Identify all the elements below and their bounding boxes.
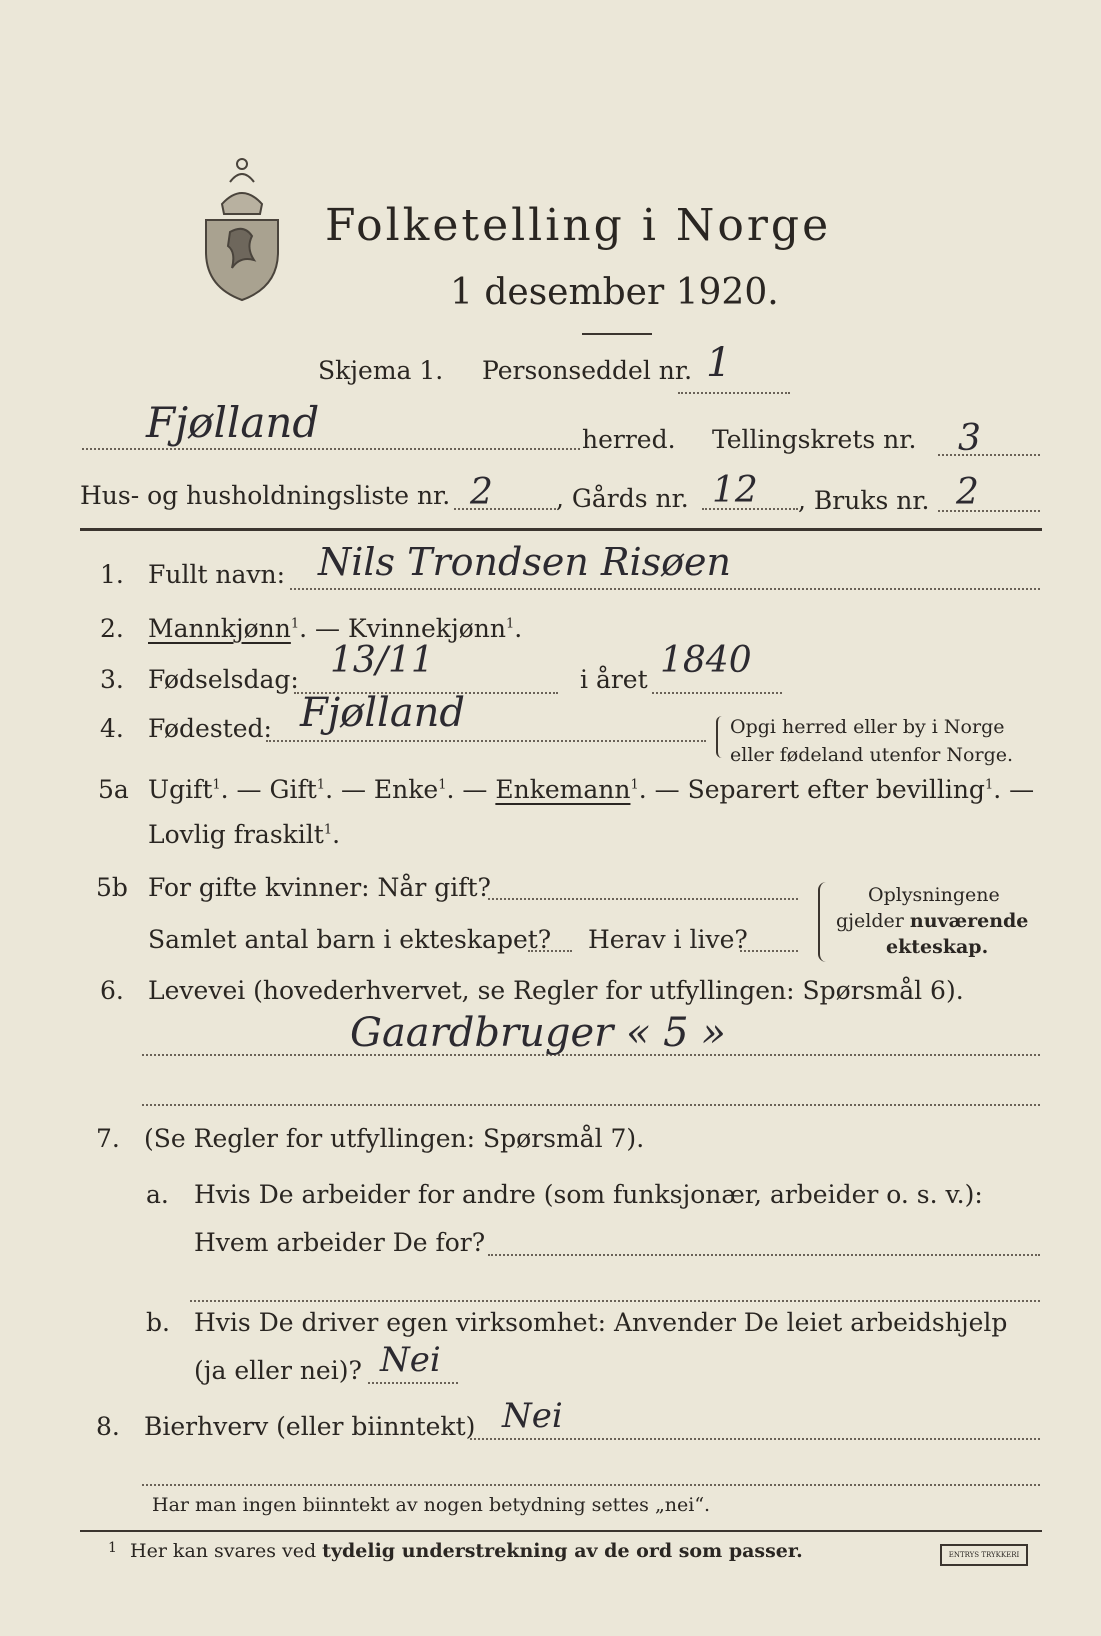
- q7b-line: [368, 1382, 458, 1384]
- q5b-note-line2b: nuværende: [909, 910, 1029, 932]
- q5a-enkemann-option[interactable]: Enkemann: [495, 775, 631, 804]
- q5b-children-label: Samlet antal barn i ekteskapet?: [148, 925, 552, 954]
- q1-label: Fullt navn:: [148, 560, 286, 589]
- q5b-alive-label: Herav i live?: [588, 925, 748, 954]
- q5a-dash: —: [228, 775, 270, 804]
- q4-note-line1: Opgi herred eller by i Norge: [730, 716, 1005, 738]
- q7b-letter: b.: [146, 1308, 170, 1337]
- q5a-separert-option[interactable]: Separert efter bevilling: [687, 775, 985, 804]
- q4-value[interactable]: Fjølland: [300, 690, 466, 736]
- q1-number: 1.: [100, 560, 124, 589]
- q7a-line1[interactable]: [488, 1254, 1040, 1256]
- q6-number: 6.: [100, 976, 124, 1005]
- skjema-label: Skjema 1.: [318, 356, 444, 385]
- header-rule: [80, 528, 1042, 531]
- q7b-label1: Hvis De driver egen virksomhet: Anvender De leiet arbeidshjelp: [194, 1308, 1008, 1337]
- q5a-dash: —: [646, 775, 688, 804]
- q5a-dash: —: [1001, 775, 1035, 804]
- personseddel-line: [678, 392, 790, 394]
- personseddel-label: Personseddel nr.: [482, 356, 693, 385]
- q2-female-footnote: 1: [505, 616, 515, 632]
- q2-end-dot: .: [514, 614, 523, 643]
- q4-number: 4.: [100, 714, 124, 743]
- q1-line: [290, 588, 1040, 590]
- q2-male-option[interactable]: Mannkjønn: [148, 614, 291, 643]
- q5b-note-line1: Oplysningene: [868, 884, 1000, 906]
- footnote-mark: 1: [108, 1540, 117, 1556]
- tellingskrets-value[interactable]: 3: [958, 418, 981, 459]
- printer-stamp: ENTRYS TRYKKERI: [940, 1544, 1028, 1566]
- q7-number: 7.: [96, 1124, 120, 1153]
- herred-line: [82, 448, 580, 450]
- q5a-dot: .: [446, 775, 455, 804]
- personseddel-value[interactable]: 1: [706, 340, 732, 386]
- footnote-text-b: tydelig understrekning av de ord som passer.: [322, 1540, 803, 1562]
- gards-label: , Gårds nr.: [556, 484, 689, 513]
- q1-value[interactable]: Nils Trondsen Risøen: [318, 540, 731, 584]
- footnote-text: [130, 1540, 803, 1562]
- bruks-value[interactable]: 2: [956, 472, 979, 513]
- q5b-number: 5b: [96, 873, 128, 902]
- q5b-when-married-line[interactable]: [488, 898, 798, 900]
- herred-value[interactable]: Fjølland: [146, 398, 320, 447]
- tellingskrets-label: Tellingskrets nr.: [712, 425, 917, 454]
- q3-year-label: i året: [580, 665, 648, 694]
- q7b-label2: (ja eller nei)?: [194, 1356, 362, 1385]
- q2-male-footnote: 1: [290, 616, 300, 632]
- q5b-note-line2: [836, 910, 1028, 932]
- q5a-options-line2: [148, 820, 340, 849]
- q6-label: Levevei (hovederhvervet, se Regler for utfyllingen: Spørsmål 6).: [148, 976, 964, 1005]
- q4-line: [266, 740, 706, 742]
- footnote-text-a: Her kan svares ved: [130, 1540, 323, 1562]
- footnote-rule: [80, 1530, 1042, 1532]
- q5a-dot: .: [993, 775, 1002, 804]
- q7a-line2[interactable]: [190, 1300, 1040, 1302]
- form-title: Folketelling i Norge: [325, 200, 832, 251]
- q5a-ugift-option[interactable]: Ugift: [148, 775, 213, 804]
- herred-label: herred.: [582, 425, 676, 454]
- q5a-footnote-mark: 1: [630, 777, 639, 793]
- q5b-note-line2a: gjelder: [836, 910, 910, 932]
- q5a-footnote-mark: 1: [984, 777, 994, 793]
- q3-year-line: [652, 692, 782, 694]
- q5a-lovlig-option[interactable]: Lovlig fraskilt: [148, 820, 324, 849]
- hus-label: Hus- og husholdningsliste nr.: [80, 481, 451, 510]
- q5a-dash: —: [454, 775, 496, 804]
- q5a-dash: —: [333, 775, 374, 804]
- q5a-footnote-mark: 1: [316, 777, 326, 793]
- q5a-dot: .: [638, 775, 647, 804]
- q8-note: Har man ingen biinntekt av nogen betydning settes „nei“.: [152, 1494, 711, 1516]
- q8-line2[interactable]: [142, 1484, 1040, 1486]
- bruks-label: , Bruks nr.: [798, 486, 930, 515]
- q2-options: [148, 614, 522, 643]
- q7b-value[interactable]: Nei: [380, 1340, 441, 1380]
- q5b-when-married-label: For gifte kvinner: Når gift?: [148, 873, 491, 902]
- q3-year-value[interactable]: 1840: [660, 640, 752, 681]
- q5a-footnote-mark: 1: [212, 777, 221, 793]
- q4-note-brace: [716, 716, 724, 758]
- q4-note-line2: eller fødeland utenfor Norge.: [730, 744, 1014, 766]
- q5a-options: [148, 775, 1034, 804]
- form-date: 1 desember 1920.: [450, 272, 779, 313]
- q3-number: 3.: [100, 665, 124, 694]
- q5b-note-brace: [818, 882, 826, 962]
- bruks-line: [938, 510, 1040, 512]
- q5a-number: 5a: [98, 775, 129, 804]
- q3-day-value[interactable]: 13/11: [330, 640, 434, 681]
- coat-of-arms-icon: [200, 152, 284, 302]
- q5a-dot: .: [325, 775, 334, 804]
- q8-number: 8.: [96, 1412, 120, 1441]
- gards-value[interactable]: 12: [712, 470, 758, 511]
- q2-number: 2.: [100, 614, 124, 643]
- q5a-dot: .: [332, 820, 341, 849]
- q8-label: Bierhverv (eller biinntekt): [144, 1412, 476, 1441]
- q7a-letter: a.: [146, 1180, 169, 1209]
- hus-value[interactable]: 2: [470, 472, 493, 513]
- q5b-alive-line[interactable]: [740, 950, 798, 952]
- q5a-enke-option[interactable]: Enke: [373, 775, 439, 804]
- q3-label: Fødselsdag:: [148, 665, 299, 694]
- q2-female-option[interactable]: Kvinnekjønn: [348, 614, 506, 643]
- q7a-label1: Hvis De arbeider for andre (som funksjonær, arbeider o. s. v.):: [194, 1180, 983, 1209]
- q2-end-dot: .: [299, 614, 308, 643]
- q6-line2: [142, 1104, 1040, 1106]
- tellingskrets-line: [938, 454, 1040, 456]
- q4-label: Fødested:: [148, 714, 272, 743]
- q5a-gift-option[interactable]: Gift: [269, 775, 317, 804]
- q6-value[interactable]: Gaardbruger « 5 »: [350, 1010, 726, 1056]
- q5a-footnote-mark: 1: [438, 777, 447, 793]
- q5a-dot: .: [220, 775, 229, 804]
- title-divider: [582, 333, 652, 335]
- q5b-note-line3: ekteskap.: [886, 936, 989, 958]
- q7a-label2: Hvem arbeider De for?: [194, 1228, 486, 1257]
- q5a-footnote-mark: 1: [323, 822, 333, 838]
- q8-value[interactable]: Nei: [502, 1396, 563, 1436]
- q8-line1: [470, 1438, 1040, 1440]
- q5b-children-line[interactable]: [528, 950, 572, 952]
- q7-label: (Se Regler for utfyllingen: Spørsmål 7).: [144, 1124, 645, 1153]
- q2-separator: —: [307, 614, 348, 643]
